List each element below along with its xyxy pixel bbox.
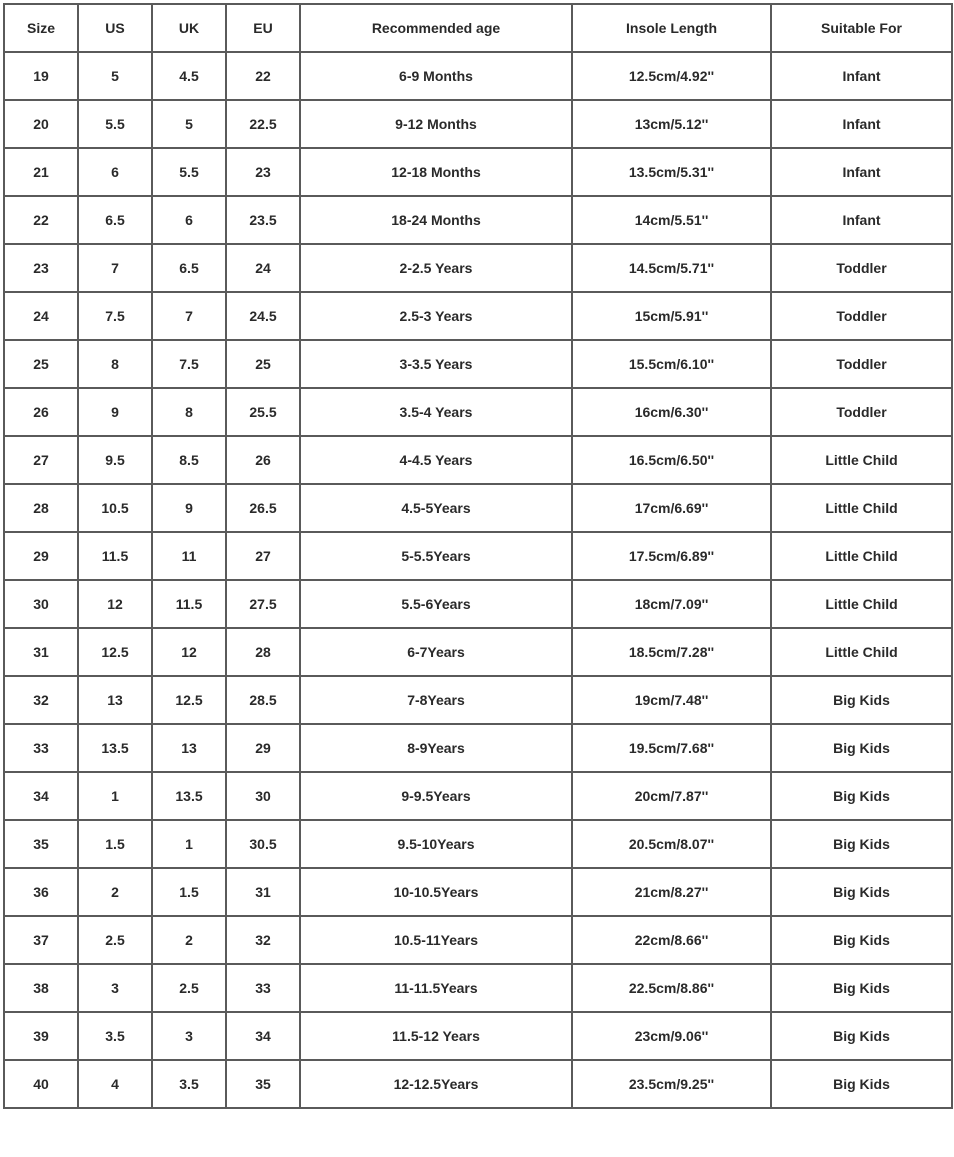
cell-suitable-for: Big Kids <box>771 1012 952 1060</box>
cell-size: 25 <box>4 340 78 388</box>
cell-insole-length: 22.5cm/8.86'' <box>572 964 771 1012</box>
cell-uk: 2.5 <box>152 964 226 1012</box>
cell-insole-length: 18.5cm/7.28'' <box>572 628 771 676</box>
header-suitable-for: Suitable For <box>771 4 952 52</box>
cell-eu: 27 <box>226 532 300 580</box>
cell-suitable-for: Big Kids <box>771 964 952 1012</box>
cell-uk: 6 <box>152 196 226 244</box>
cell-size: 26 <box>4 388 78 436</box>
cell-recommended-age: 9-9.5Years <box>300 772 572 820</box>
cell-insole-length: 14cm/5.51'' <box>572 196 771 244</box>
cell-recommended-age: 11.5-12 Years <box>300 1012 572 1060</box>
cell-us: 9.5 <box>78 436 152 484</box>
cell-recommended-age: 2-2.5 Years <box>300 244 572 292</box>
cell-us: 8 <box>78 340 152 388</box>
table-row <box>4 388 952 436</box>
cell-uk: 11 <box>152 532 226 580</box>
cell-recommended-age: 3.5-4 Years <box>300 388 572 436</box>
table-row <box>4 628 952 676</box>
cell-suitable-for: Big Kids <box>771 676 952 724</box>
table-row <box>4 148 952 196</box>
cell-suitable-for: Little Child <box>771 484 952 532</box>
cell-suitable-for: Big Kids <box>771 772 952 820</box>
cell-eu: 33 <box>226 964 300 1012</box>
cell-insole-length: 13.5cm/5.31'' <box>572 148 771 196</box>
cell-eu: 29 <box>226 724 300 772</box>
table-row <box>4 676 952 724</box>
cell-eu: 35 <box>226 1060 300 1108</box>
cell-recommended-age: 5.5-6Years <box>300 580 572 628</box>
table-row <box>4 1012 952 1060</box>
cell-eu: 28.5 <box>226 676 300 724</box>
cell-suitable-for: Big Kids <box>771 916 952 964</box>
table-header-row <box>4 4 952 52</box>
cell-recommended-age: 9-12 Months <box>300 100 572 148</box>
header-size: Size <box>4 4 78 52</box>
cell-us: 6.5 <box>78 196 152 244</box>
cell-suitable-for: Little Child <box>771 580 952 628</box>
cell-us: 1.5 <box>78 820 152 868</box>
cell-us: 4 <box>78 1060 152 1108</box>
cell-size: 35 <box>4 820 78 868</box>
table-row <box>4 580 952 628</box>
cell-recommended-age: 11-11.5Years <box>300 964 572 1012</box>
cell-suitable-for: Infant <box>771 196 952 244</box>
cell-recommended-age: 10-10.5Years <box>300 868 572 916</box>
cell-size: 32 <box>4 676 78 724</box>
cell-suitable-for: Toddler <box>771 340 952 388</box>
cell-insole-length: 16.5cm/6.50'' <box>572 436 771 484</box>
cell-size: 23 <box>4 244 78 292</box>
table-row <box>4 292 952 340</box>
cell-recommended-age: 6-9 Months <box>300 52 572 100</box>
cell-eu: 25 <box>226 340 300 388</box>
table-body <box>4 52 952 1108</box>
cell-size: 34 <box>4 772 78 820</box>
cell-uk: 3 <box>152 1012 226 1060</box>
table-row <box>4 1060 952 1108</box>
cell-size: 29 <box>4 532 78 580</box>
cell-eu: 32 <box>226 916 300 964</box>
cell-insole-length: 17.5cm/6.89'' <box>572 532 771 580</box>
cell-us: 12 <box>78 580 152 628</box>
cell-uk: 1.5 <box>152 868 226 916</box>
cell-us: 3 <box>78 964 152 1012</box>
cell-insole-length: 17cm/6.69'' <box>572 484 771 532</box>
cell-us: 9 <box>78 388 152 436</box>
cell-uk: 11.5 <box>152 580 226 628</box>
cell-uk: 13 <box>152 724 226 772</box>
cell-us: 5 <box>78 52 152 100</box>
cell-us: 13 <box>78 676 152 724</box>
header-us: US <box>78 4 152 52</box>
cell-recommended-age: 18-24 Months <box>300 196 572 244</box>
table-row <box>4 916 952 964</box>
cell-eu: 22.5 <box>226 100 300 148</box>
cell-size: 36 <box>4 868 78 916</box>
cell-recommended-age: 5-5.5Years <box>300 532 572 580</box>
cell-suitable-for: Infant <box>771 100 952 148</box>
cell-suitable-for: Big Kids <box>771 1060 952 1108</box>
table-row <box>4 964 952 1012</box>
cell-suitable-for: Big Kids <box>771 724 952 772</box>
cell-insole-length: 15.5cm/6.10'' <box>572 340 771 388</box>
cell-recommended-age: 4.5-5Years <box>300 484 572 532</box>
cell-us: 6 <box>78 148 152 196</box>
cell-us: 7 <box>78 244 152 292</box>
cell-insole-length: 19cm/7.48'' <box>572 676 771 724</box>
cell-us: 1 <box>78 772 152 820</box>
cell-suitable-for: Little Child <box>771 532 952 580</box>
cell-uk: 5.5 <box>152 148 226 196</box>
cell-suitable-for: Little Child <box>771 436 952 484</box>
cell-us: 5.5 <box>78 100 152 148</box>
cell-uk: 5 <box>152 100 226 148</box>
cell-uk: 7 <box>152 292 226 340</box>
cell-recommended-age: 2.5-3 Years <box>300 292 572 340</box>
cell-size: 28 <box>4 484 78 532</box>
table-row <box>4 532 952 580</box>
cell-suitable-for: Toddler <box>771 292 952 340</box>
cell-us: 2 <box>78 868 152 916</box>
cell-eu: 34 <box>226 1012 300 1060</box>
cell-uk: 1 <box>152 820 226 868</box>
cell-size: 21 <box>4 148 78 196</box>
size-chart-table <box>3 3 953 1109</box>
cell-us: 2.5 <box>78 916 152 964</box>
cell-recommended-age: 12-12.5Years <box>300 1060 572 1108</box>
cell-insole-length: 22cm/8.66'' <box>572 916 771 964</box>
cell-insole-length: 15cm/5.91'' <box>572 292 771 340</box>
cell-uk: 12 <box>152 628 226 676</box>
cell-uk: 2 <box>152 916 226 964</box>
cell-suitable-for: Infant <box>771 52 952 100</box>
cell-recommended-age: 10.5-11Years <box>300 916 572 964</box>
cell-eu: 30.5 <box>226 820 300 868</box>
cell-eu: 27.5 <box>226 580 300 628</box>
cell-uk: 9 <box>152 484 226 532</box>
cell-size: 39 <box>4 1012 78 1060</box>
cell-insole-length: 23.5cm/9.25'' <box>572 1060 771 1108</box>
table-row <box>4 484 952 532</box>
cell-size: 37 <box>4 916 78 964</box>
cell-size: 24 <box>4 292 78 340</box>
cell-eu: 24 <box>226 244 300 292</box>
cell-size: 19 <box>4 52 78 100</box>
cell-us: 3.5 <box>78 1012 152 1060</box>
table-row <box>4 868 952 916</box>
cell-size: 38 <box>4 964 78 1012</box>
cell-recommended-age: 3-3.5 Years <box>300 340 572 388</box>
cell-insole-length: 20.5cm/8.07'' <box>572 820 771 868</box>
cell-insole-length: 21cm/8.27'' <box>572 868 771 916</box>
cell-suitable-for: Toddler <box>771 244 952 292</box>
cell-suitable-for: Infant <box>771 148 952 196</box>
table-row <box>4 772 952 820</box>
cell-insole-length: 23cm/9.06'' <box>572 1012 771 1060</box>
cell-suitable-for: Big Kids <box>771 820 952 868</box>
header-insole-length: Insole Length <box>572 4 771 52</box>
cell-uk: 4.5 <box>152 52 226 100</box>
cell-us: 7.5 <box>78 292 152 340</box>
cell-size: 20 <box>4 100 78 148</box>
table-row <box>4 244 952 292</box>
cell-size: 22 <box>4 196 78 244</box>
table-row <box>4 820 952 868</box>
cell-suitable-for: Big Kids <box>771 868 952 916</box>
cell-us: 12.5 <box>78 628 152 676</box>
cell-insole-length: 16cm/6.30'' <box>572 388 771 436</box>
cell-eu: 25.5 <box>226 388 300 436</box>
cell-recommended-age: 4-4.5 Years <box>300 436 572 484</box>
cell-recommended-age: 6-7Years <box>300 628 572 676</box>
cell-insole-length: 12.5cm/4.92'' <box>572 52 771 100</box>
cell-recommended-age: 12-18 Months <box>300 148 572 196</box>
cell-us: 13.5 <box>78 724 152 772</box>
cell-us: 10.5 <box>78 484 152 532</box>
cell-eu: 26 <box>226 436 300 484</box>
cell-eu: 23 <box>226 148 300 196</box>
cell-size: 27 <box>4 436 78 484</box>
table-row <box>4 436 952 484</box>
table-row <box>4 196 952 244</box>
cell-uk: 12.5 <box>152 676 226 724</box>
cell-uk: 3.5 <box>152 1060 226 1108</box>
cell-eu: 31 <box>226 868 300 916</box>
cell-eu: 23.5 <box>226 196 300 244</box>
table-row <box>4 100 952 148</box>
cell-insole-length: 19.5cm/7.68'' <box>572 724 771 772</box>
cell-uk: 13.5 <box>152 772 226 820</box>
cell-size: 33 <box>4 724 78 772</box>
cell-uk: 8 <box>152 388 226 436</box>
cell-recommended-age: 9.5-10Years <box>300 820 572 868</box>
cell-recommended-age: 8-9Years <box>300 724 572 772</box>
header-eu: EU <box>226 4 300 52</box>
cell-insole-length: 14.5cm/5.71'' <box>572 244 771 292</box>
table-row <box>4 724 952 772</box>
cell-uk: 7.5 <box>152 340 226 388</box>
header-recommended-age: Recommended age <box>300 4 572 52</box>
cell-eu: 24.5 <box>226 292 300 340</box>
header-uk: UK <box>152 4 226 52</box>
cell-uk: 8.5 <box>152 436 226 484</box>
cell-eu: 26.5 <box>226 484 300 532</box>
cell-insole-length: 20cm/7.87'' <box>572 772 771 820</box>
cell-eu: 30 <box>226 772 300 820</box>
cell-suitable-for: Little Child <box>771 628 952 676</box>
cell-insole-length: 18cm/7.09'' <box>572 580 771 628</box>
cell-eu: 28 <box>226 628 300 676</box>
table-row <box>4 340 952 388</box>
cell-size: 30 <box>4 580 78 628</box>
cell-insole-length: 13cm/5.12'' <box>572 100 771 148</box>
cell-uk: 6.5 <box>152 244 226 292</box>
cell-eu: 22 <box>226 52 300 100</box>
cell-size: 40 <box>4 1060 78 1108</box>
cell-recommended-age: 7-8Years <box>300 676 572 724</box>
cell-suitable-for: Toddler <box>771 388 952 436</box>
table-row <box>4 52 952 100</box>
cell-size: 31 <box>4 628 78 676</box>
cell-us: 11.5 <box>78 532 152 580</box>
